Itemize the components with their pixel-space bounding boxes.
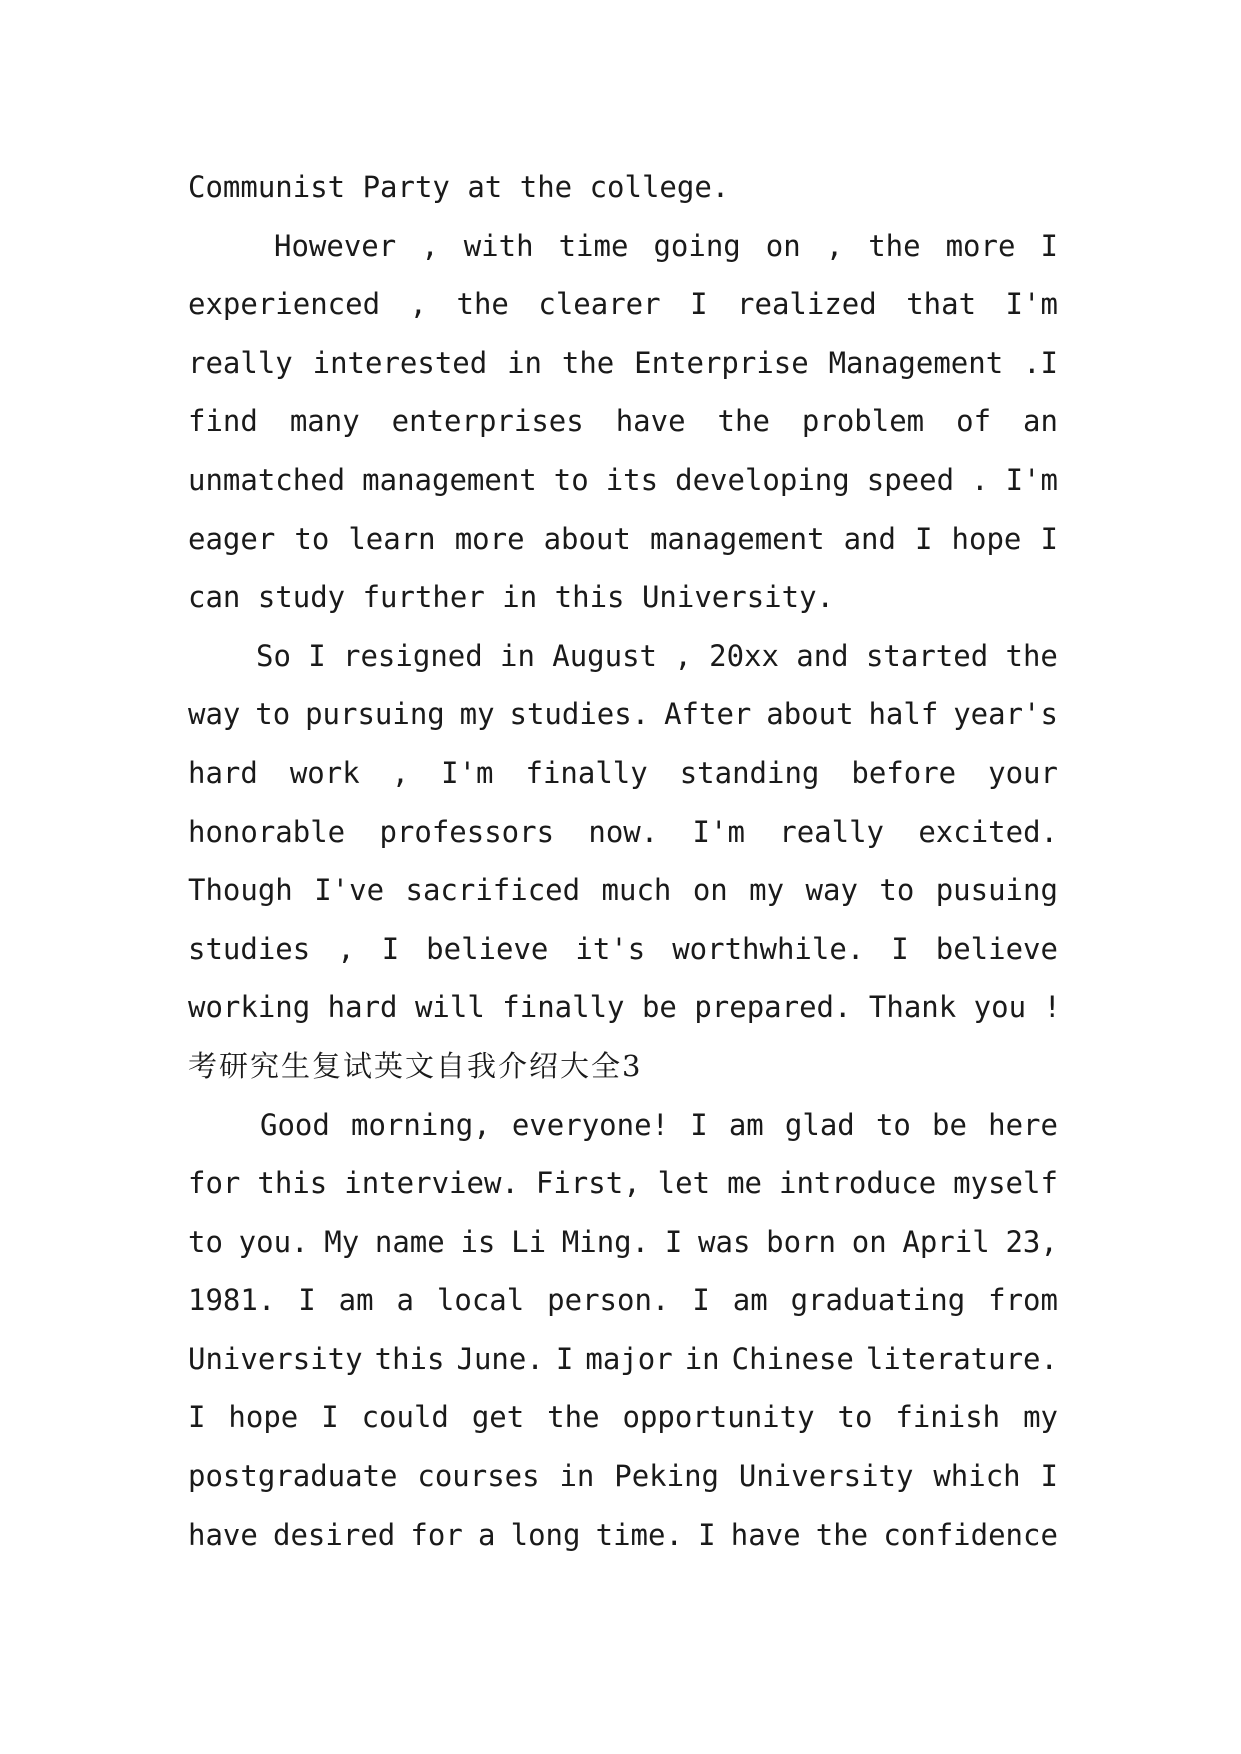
word: So [256, 638, 291, 673]
word: work [289, 755, 360, 790]
text-line [188, 275, 1058, 334]
word: my [749, 873, 785, 908]
word: I [891, 931, 909, 966]
word: to [294, 521, 330, 556]
word: the [456, 287, 509, 322]
section-heading: 考研究生复试英文自我介绍大全3 [188, 1048, 643, 1083]
word: graduating [790, 1283, 966, 1318]
word: for [188, 1166, 241, 1201]
text-line [188, 1447, 1058, 1506]
word: Enterprise [634, 345, 809, 380]
word: I've [314, 873, 385, 908]
word: to [255, 697, 291, 732]
word: to [188, 1224, 223, 1259]
word: I [381, 931, 400, 966]
word: professors [379, 814, 555, 849]
word: have [615, 404, 686, 439]
word: to [553, 462, 589, 497]
word: pusuing [935, 873, 1058, 908]
word: University [738, 1459, 914, 1494]
word: an [1023, 404, 1058, 439]
word: I'm [1005, 462, 1058, 497]
word: studies [188, 931, 311, 966]
word: finish [895, 1400, 1001, 1435]
word: my [1023, 1400, 1058, 1435]
word: its [605, 462, 659, 497]
word: Ming. [561, 1224, 650, 1259]
word: Though [188, 873, 293, 908]
word: I [664, 1224, 683, 1259]
word: opportunity [622, 1400, 815, 1435]
word: to [875, 1107, 911, 1142]
word: on [692, 873, 728, 908]
word: desired [273, 1517, 396, 1552]
word: I [698, 1517, 716, 1552]
word: I [690, 287, 708, 322]
word: I [308, 638, 326, 673]
word: name [374, 1224, 445, 1259]
word: .I [1023, 345, 1058, 380]
word: my [459, 697, 495, 732]
word: for [410, 1517, 463, 1552]
word: Chinese [731, 1341, 854, 1376]
word: , [674, 638, 692, 673]
word: have [188, 1517, 258, 1552]
word: I [555, 1341, 574, 1376]
word: the [561, 345, 615, 380]
word: am [728, 1107, 764, 1142]
word: 1981. [188, 1283, 276, 1318]
word: enterprises [391, 404, 584, 439]
word: introduce [779, 1166, 937, 1201]
word: which [933, 1459, 1021, 1494]
word: I [692, 1283, 710, 1318]
word: more [454, 521, 525, 556]
word: am [338, 1283, 374, 1318]
paragraph-start-line [188, 627, 1058, 686]
word: is [460, 1224, 496, 1259]
word: eager [188, 521, 276, 556]
word: going [653, 228, 741, 263]
word: management [362, 462, 537, 497]
text-line: Communist Party at the college. [188, 170, 730, 204]
text-line [188, 744, 1058, 803]
word: to [837, 1400, 873, 1435]
word: I [690, 1107, 708, 1142]
text-line [188, 685, 1058, 744]
text-line [188, 451, 1058, 510]
word: more [945, 228, 1016, 263]
word: born [766, 1224, 836, 1259]
word: , [421, 228, 439, 263]
word: 23, [1005, 1224, 1058, 1259]
word: major [585, 1341, 673, 1376]
word: morning, [351, 1107, 491, 1142]
word: a [477, 1517, 496, 1552]
word: with [463, 228, 534, 263]
word: have [730, 1517, 801, 1552]
word: find [188, 404, 258, 439]
word: believe [426, 931, 549, 966]
word: local [436, 1283, 525, 1318]
word: you. [238, 1224, 309, 1259]
word: pursuing [305, 697, 445, 732]
text-line [188, 1388, 1058, 1447]
text-line: can study further in this University. [188, 580, 835, 615]
word: glad [784, 1107, 855, 1142]
word: excited. [918, 814, 1058, 849]
word: this [257, 1166, 328, 1201]
word: hope [951, 521, 1022, 556]
paragraph-start-line [188, 1096, 1058, 1155]
word: June. [456, 1341, 544, 1376]
word: developing [675, 462, 850, 497]
word: April [902, 1224, 990, 1259]
word: in [507, 345, 543, 380]
word: on [765, 228, 801, 263]
word: I [321, 1400, 339, 1435]
word: clearer [538, 287, 661, 322]
word: really [188, 345, 293, 380]
word: on [851, 1224, 887, 1259]
word: year's [953, 697, 1058, 732]
word: in [500, 638, 535, 673]
word: long [510, 1517, 581, 1552]
word: studies. [509, 697, 650, 732]
word: I'm [692, 814, 745, 849]
word: a [396, 1283, 414, 1318]
word: before [851, 755, 957, 790]
word: honorable [188, 814, 346, 849]
text-line [188, 392, 1058, 451]
word: me [727, 1166, 762, 1201]
text-line [188, 803, 1058, 862]
word: I [915, 521, 933, 556]
word: here [988, 1107, 1058, 1142]
word: Peking [614, 1459, 719, 1494]
word: August [552, 638, 658, 673]
word: get [471, 1400, 525, 1435]
word: 20xx [709, 638, 779, 673]
word: in [559, 1459, 595, 1494]
word: started [865, 638, 989, 673]
word: literature. [865, 1341, 1058, 1376]
word: Li [511, 1224, 547, 1259]
text-line [188, 1506, 1058, 1565]
word: , [825, 228, 844, 263]
word: way [188, 697, 241, 732]
word: about [543, 521, 631, 556]
word: half [868, 697, 939, 732]
word: everyone! [511, 1107, 670, 1142]
word: sacrificed [405, 873, 581, 908]
word: However [274, 228, 397, 263]
word: experienced [188, 287, 381, 322]
word: time [558, 228, 629, 263]
word: management [649, 521, 825, 556]
word: myself [953, 1166, 1058, 1201]
text-line [188, 1271, 1058, 1330]
word: interview. [344, 1166, 519, 1201]
word: My [324, 1224, 360, 1259]
paragraph-start-line [188, 217, 1058, 276]
word: , [391, 755, 410, 790]
word: hope [228, 1400, 299, 1435]
document-body [188, 158, 1061, 1564]
word: I [298, 1283, 316, 1318]
word: time. [595, 1517, 683, 1552]
word: hard [188, 755, 258, 790]
word: First, [535, 1166, 641, 1201]
word: . [971, 462, 989, 497]
text-line [188, 1154, 1058, 1213]
word: I [1040, 521, 1058, 556]
word: realized [737, 287, 877, 322]
word: your [988, 755, 1058, 790]
word: the [717, 404, 770, 439]
word: could [361, 1400, 449, 1435]
text-line: working hard will finally be prepared. Thank you ! [188, 990, 1061, 1025]
word: way [805, 873, 858, 908]
word: I [1040, 1459, 1058, 1494]
word: the [815, 1517, 869, 1552]
word: the [868, 228, 921, 263]
word: believe [935, 931, 1058, 966]
word: many [289, 404, 360, 439]
word: , [409, 287, 428, 322]
word: Good [260, 1107, 330, 1142]
text-line [188, 861, 1058, 920]
word: , [337, 931, 355, 966]
word: After [664, 697, 752, 732]
word: I [188, 1400, 206, 1435]
word: was [698, 1224, 751, 1259]
word: and [843, 521, 896, 556]
word: be [932, 1107, 967, 1142]
word: interested [312, 345, 488, 380]
word: unmatched [188, 462, 346, 497]
word: I [1040, 228, 1058, 263]
text-line [188, 920, 1058, 979]
word: let [657, 1166, 711, 1201]
word: standing [679, 755, 820, 790]
word: am [732, 1283, 768, 1318]
word: confidence [883, 1517, 1058, 1552]
word: the [547, 1400, 600, 1435]
text-line [188, 1330, 1058, 1389]
word: that [906, 287, 977, 322]
word: in [684, 1341, 720, 1376]
word: problem [801, 404, 925, 439]
word: about [766, 697, 854, 732]
word: to [879, 873, 915, 908]
word: finally [525, 755, 648, 790]
word: from [988, 1283, 1058, 1318]
word: learn [348, 521, 436, 556]
word: person. [547, 1283, 670, 1318]
word: I'm [441, 755, 494, 790]
word: much [601, 873, 672, 908]
word: this [374, 1341, 445, 1376]
word: it's [575, 931, 646, 966]
word: resigned [343, 638, 483, 673]
word: I'm [1005, 287, 1058, 322]
word: and [796, 638, 849, 673]
word: the [1005, 638, 1058, 673]
word: courses [417, 1459, 540, 1494]
word: of [956, 404, 992, 439]
text-line [188, 1213, 1058, 1272]
word: University [188, 1341, 363, 1376]
word: postgraduate [188, 1459, 398, 1494]
text-line [188, 510, 1058, 569]
word: now. [588, 814, 659, 849]
word: Management [828, 345, 1004, 380]
word: worthwhile. [672, 931, 865, 966]
word: really [779, 814, 884, 849]
text-line [188, 334, 1058, 393]
word: speed [866, 462, 955, 497]
